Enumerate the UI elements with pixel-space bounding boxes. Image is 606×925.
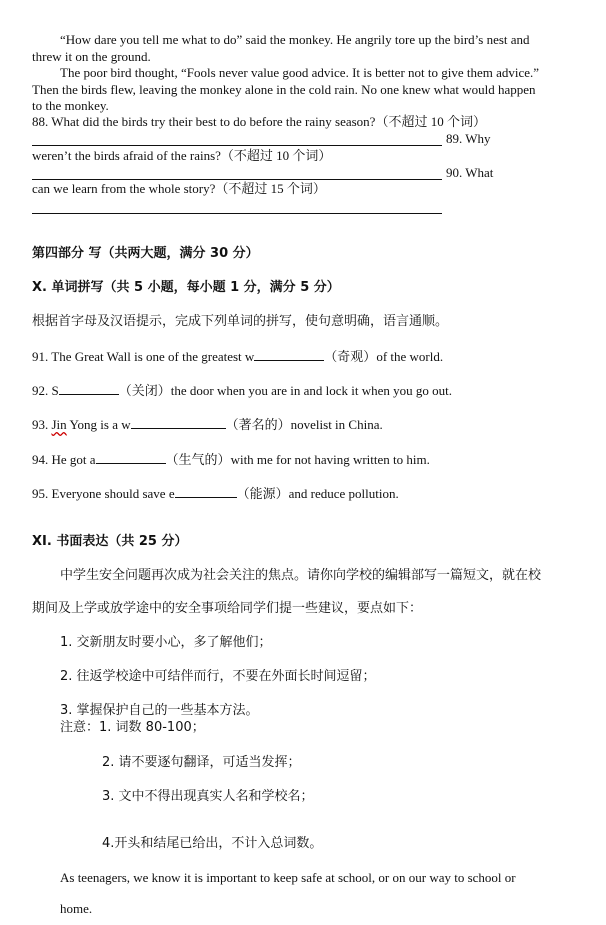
item-hint: （能源）	[236, 487, 289, 502]
spelling-item-93	[32, 416, 383, 434]
note-item: 4.开头和结尾已给出，不计入总词数。	[102, 836, 323, 851]
note-label: 注意：	[60, 720, 100, 735]
question-90: can we learn from the whole story?（不超过 15 个词）	[32, 181, 326, 196]
item-hint: （著名的）	[225, 418, 291, 433]
part4-title: 第四部分 写（共两大题，满分 30 分）	[32, 246, 259, 261]
item-text: of the world.	[376, 349, 444, 364]
key-point: 3. 掌握保护自己的一些基本方法。	[60, 703, 259, 718]
blank-95[interactable]	[175, 485, 237, 498]
answer-line-89[interactable]	[32, 179, 442, 180]
item-text: with me for not having written to him.	[230, 452, 430, 467]
blank-91[interactable]	[254, 348, 324, 361]
story-line: The poor bird thought, “Fools never value good advice. It is better not to give them advice.”	[60, 65, 540, 80]
essay-opening: home.	[60, 901, 93, 916]
item-text: 93.	[32, 417, 49, 432]
section11-title: XI. 书面表达（共 25 分）	[32, 534, 188, 549]
key-point: 2. 往返学校途中可结伴而行，不要在外面长时间逗留；	[60, 669, 376, 684]
question-88: 88. What did the birds try their best to do before the rainy season?（不超过 10 个词）	[32, 114, 486, 129]
note-row	[60, 720, 205, 736]
section10-instruction: 根据首字母及汉语提示，完成下列单词的拼写，使句意明确，语言通顺。	[32, 314, 449, 329]
section10-title: X. 单词拼写（共 5 小题，每小题 1 分，满分 5 分）	[32, 280, 340, 295]
item-hint: （关闭）	[118, 384, 171, 399]
item-text: 94. He got a	[32, 452, 96, 467]
item-text: and reduce pollution.	[288, 486, 399, 501]
section11-prompt: 期间及上学或放学途中的安全事项给同学们提一些建议，要点如下：	[32, 601, 423, 616]
item-text: Yong is a w	[69, 417, 131, 432]
item-text-name: Jin	[51, 417, 67, 432]
item-text: 95. Everyone should save e	[32, 486, 175, 501]
question-89-number: 89. Why	[446, 131, 491, 146]
spelling-item-92	[32, 382, 452, 400]
question-90-number: 90. What	[446, 165, 494, 180]
question-89: weren’t the birds afraid of the rains?（不超过 10 个词）	[32, 148, 332, 163]
item-text: novelist in China.	[290, 417, 383, 432]
story-line: Then the birds flew, leaving the monkey alone in the cold rain. No one knew what would happen	[32, 82, 536, 97]
note-item: 3. 文中不得出现真实人名和学校名；	[102, 789, 314, 804]
item-hint: （生气的）	[165, 453, 231, 468]
key-point: 1. 交新朋友时要小心，多了解他们；	[60, 635, 272, 650]
blank-93[interactable]	[131, 416, 226, 429]
blank-92[interactable]	[59, 382, 119, 395]
item-hint: （奇观）	[324, 350, 377, 365]
spelling-item-91	[32, 348, 443, 366]
section11-prompt: 中学生安全问题再次成为社会关注的焦点。请你向学校的编辑部写一篇短文，就在校	[60, 568, 542, 583]
story-line: to the monkey.	[32, 98, 109, 113]
story-line: “How dare you tell me what to do” said the monkey. He angrily tore up the bird’s nest and	[60, 32, 530, 47]
item-text: 91. The Great Wall is one of the greatest w	[32, 349, 255, 364]
item-text: the door when you are in and lock it when you go out.	[170, 383, 452, 398]
note-item: 2. 请不要逐句翻译，可适当发挥；	[102, 755, 301, 770]
blank-94[interactable]	[96, 451, 166, 464]
note-item: 1. 词数 80-100；	[99, 720, 205, 735]
spelling-item-94	[32, 451, 430, 469]
story-line: threw it on the ground.	[32, 49, 151, 64]
spelling-item-95	[32, 485, 399, 503]
answer-line-88[interactable]	[32, 145, 442, 146]
answer-line-90[interactable]	[32, 213, 442, 214]
essay-opening: As teenagers, we know it is important to keep safe at school, or on our way to school or	[60, 870, 516, 885]
item-text: 92. S	[32, 383, 59, 398]
